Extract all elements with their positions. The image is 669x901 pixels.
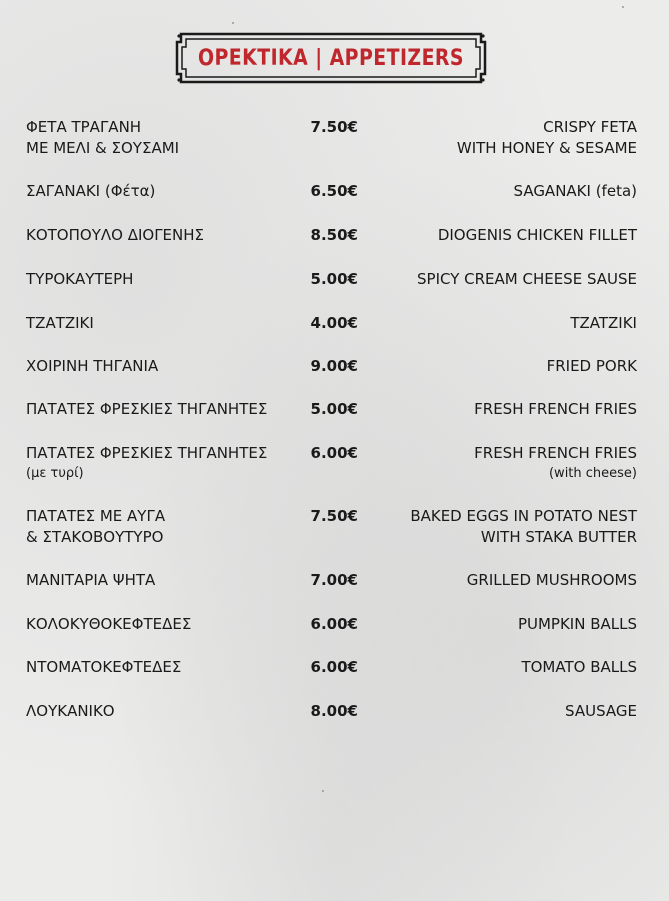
- item-price: 7.50€: [310, 507, 358, 525]
- item-price: 5.00€: [310, 400, 358, 418]
- paper-speck: [322, 790, 324, 792]
- item-price: 8.00€: [310, 702, 358, 720]
- item-name-english: FRESH FRENCH FRIES: [474, 400, 637, 418]
- item-name-english: CRISPY FETA WITH HONEY & SESAME: [456, 118, 637, 157]
- item-name-greek: ΠΑΤΑΤΕΣ ΦΡΕΣΚΙΕΣ ΤΗΓΑΝΗΤΕΣ (με τυρί): [26, 444, 268, 481]
- item-price: 6.00€: [310, 615, 358, 633]
- item-name-greek: ΝΤΟΜΑΤΟΚΕΦΤΕΔΕΣ: [26, 658, 182, 676]
- item-name-english: FRESH FRENCH FRIES (with cheese): [474, 444, 637, 481]
- item-price: 6.00€: [310, 658, 358, 676]
- item-name-english: SAUSAGE: [565, 702, 637, 720]
- item-name-english: TOMATO BALLS: [521, 658, 637, 676]
- item-price: 5.00€: [310, 270, 358, 288]
- item-name-greek: ΤΥΡΟΚΑΥΤΕΡΗ: [26, 270, 134, 288]
- item-name-greek: ΦΕΤΑ ΤΡΑΓΑΝΗ ΜΕ ΜΕΛΙ & ΣΟΥΣΑΜΙ: [26, 118, 180, 157]
- item-name-greek: ΜΑΝΙΤΑΡΙΑ ΨΗΤΑ: [26, 571, 156, 589]
- item-price: 4.00€: [310, 314, 358, 332]
- item-name-greek: ΠΑΤΑΤΕΣ ΜΕ ΑΥΓΑ & ΣΤΑΚΟΒΟΥΤΥΡΟ: [26, 507, 166, 546]
- item-price: 8.50€: [310, 226, 358, 244]
- item-name-greek: ΚΟΛΟΚΥΘΟΚΕΦΤΕΔΕΣ: [26, 615, 192, 633]
- item-price: 7.00€: [310, 571, 358, 589]
- item-name-greek: ΧΟΙΡΙΝΗ ΤΗΓΑΝΙΑ: [26, 357, 159, 375]
- item-price: 7.50€: [310, 118, 358, 136]
- item-name-english: SPICY CREAM CHEESE SAUSE: [417, 270, 637, 288]
- item-name-greek: ΠΑΤΑΤΕΣ ΦΡΕΣΚΙΕΣ ΤΗΓΑΝΗΤΕΣ: [26, 400, 268, 418]
- item-name-greek: ΛΟΥΚΑΝΙΚΟ: [26, 702, 115, 720]
- item-name-greek: ΤΖΑΤΖΙΚΙ: [26, 314, 94, 332]
- item-name-english: GRILLED MUSHROOMS: [466, 571, 637, 589]
- item-name-english: DIOGENIS CHICKEN FILLET: [437, 226, 637, 244]
- item-name-english: TZATZIKI: [570, 314, 637, 332]
- item-name-english: SAGANAKI (feta): [513, 182, 637, 200]
- paper-speck: [232, 22, 234, 24]
- page-title: ΟΡΕΚΤΙΚΑ | APPETIZERS: [197, 45, 464, 71]
- section-title-frame: [175, 30, 487, 86]
- item-name-english: PUMPKIN BALLS: [517, 615, 637, 633]
- item-name-english: FRIED PORK: [546, 357, 637, 375]
- item-name-greek: ΚΟΤΟΠΟΥΛΟ ΔΙΟΓΕΝΗΣ: [26, 226, 205, 244]
- item-price: 9.00€: [310, 357, 358, 375]
- paper-speck: [622, 6, 624, 8]
- item-price: 6.50€: [310, 182, 358, 200]
- item-name-english: BAKED EGGS IN POTATO NEST WITH STAKA BUTTER: [410, 507, 637, 546]
- item-price: 6.00€: [310, 444, 358, 462]
- item-name-greek: ΣΑΓΑΝΑΚΙ (Φέτα): [26, 182, 156, 200]
